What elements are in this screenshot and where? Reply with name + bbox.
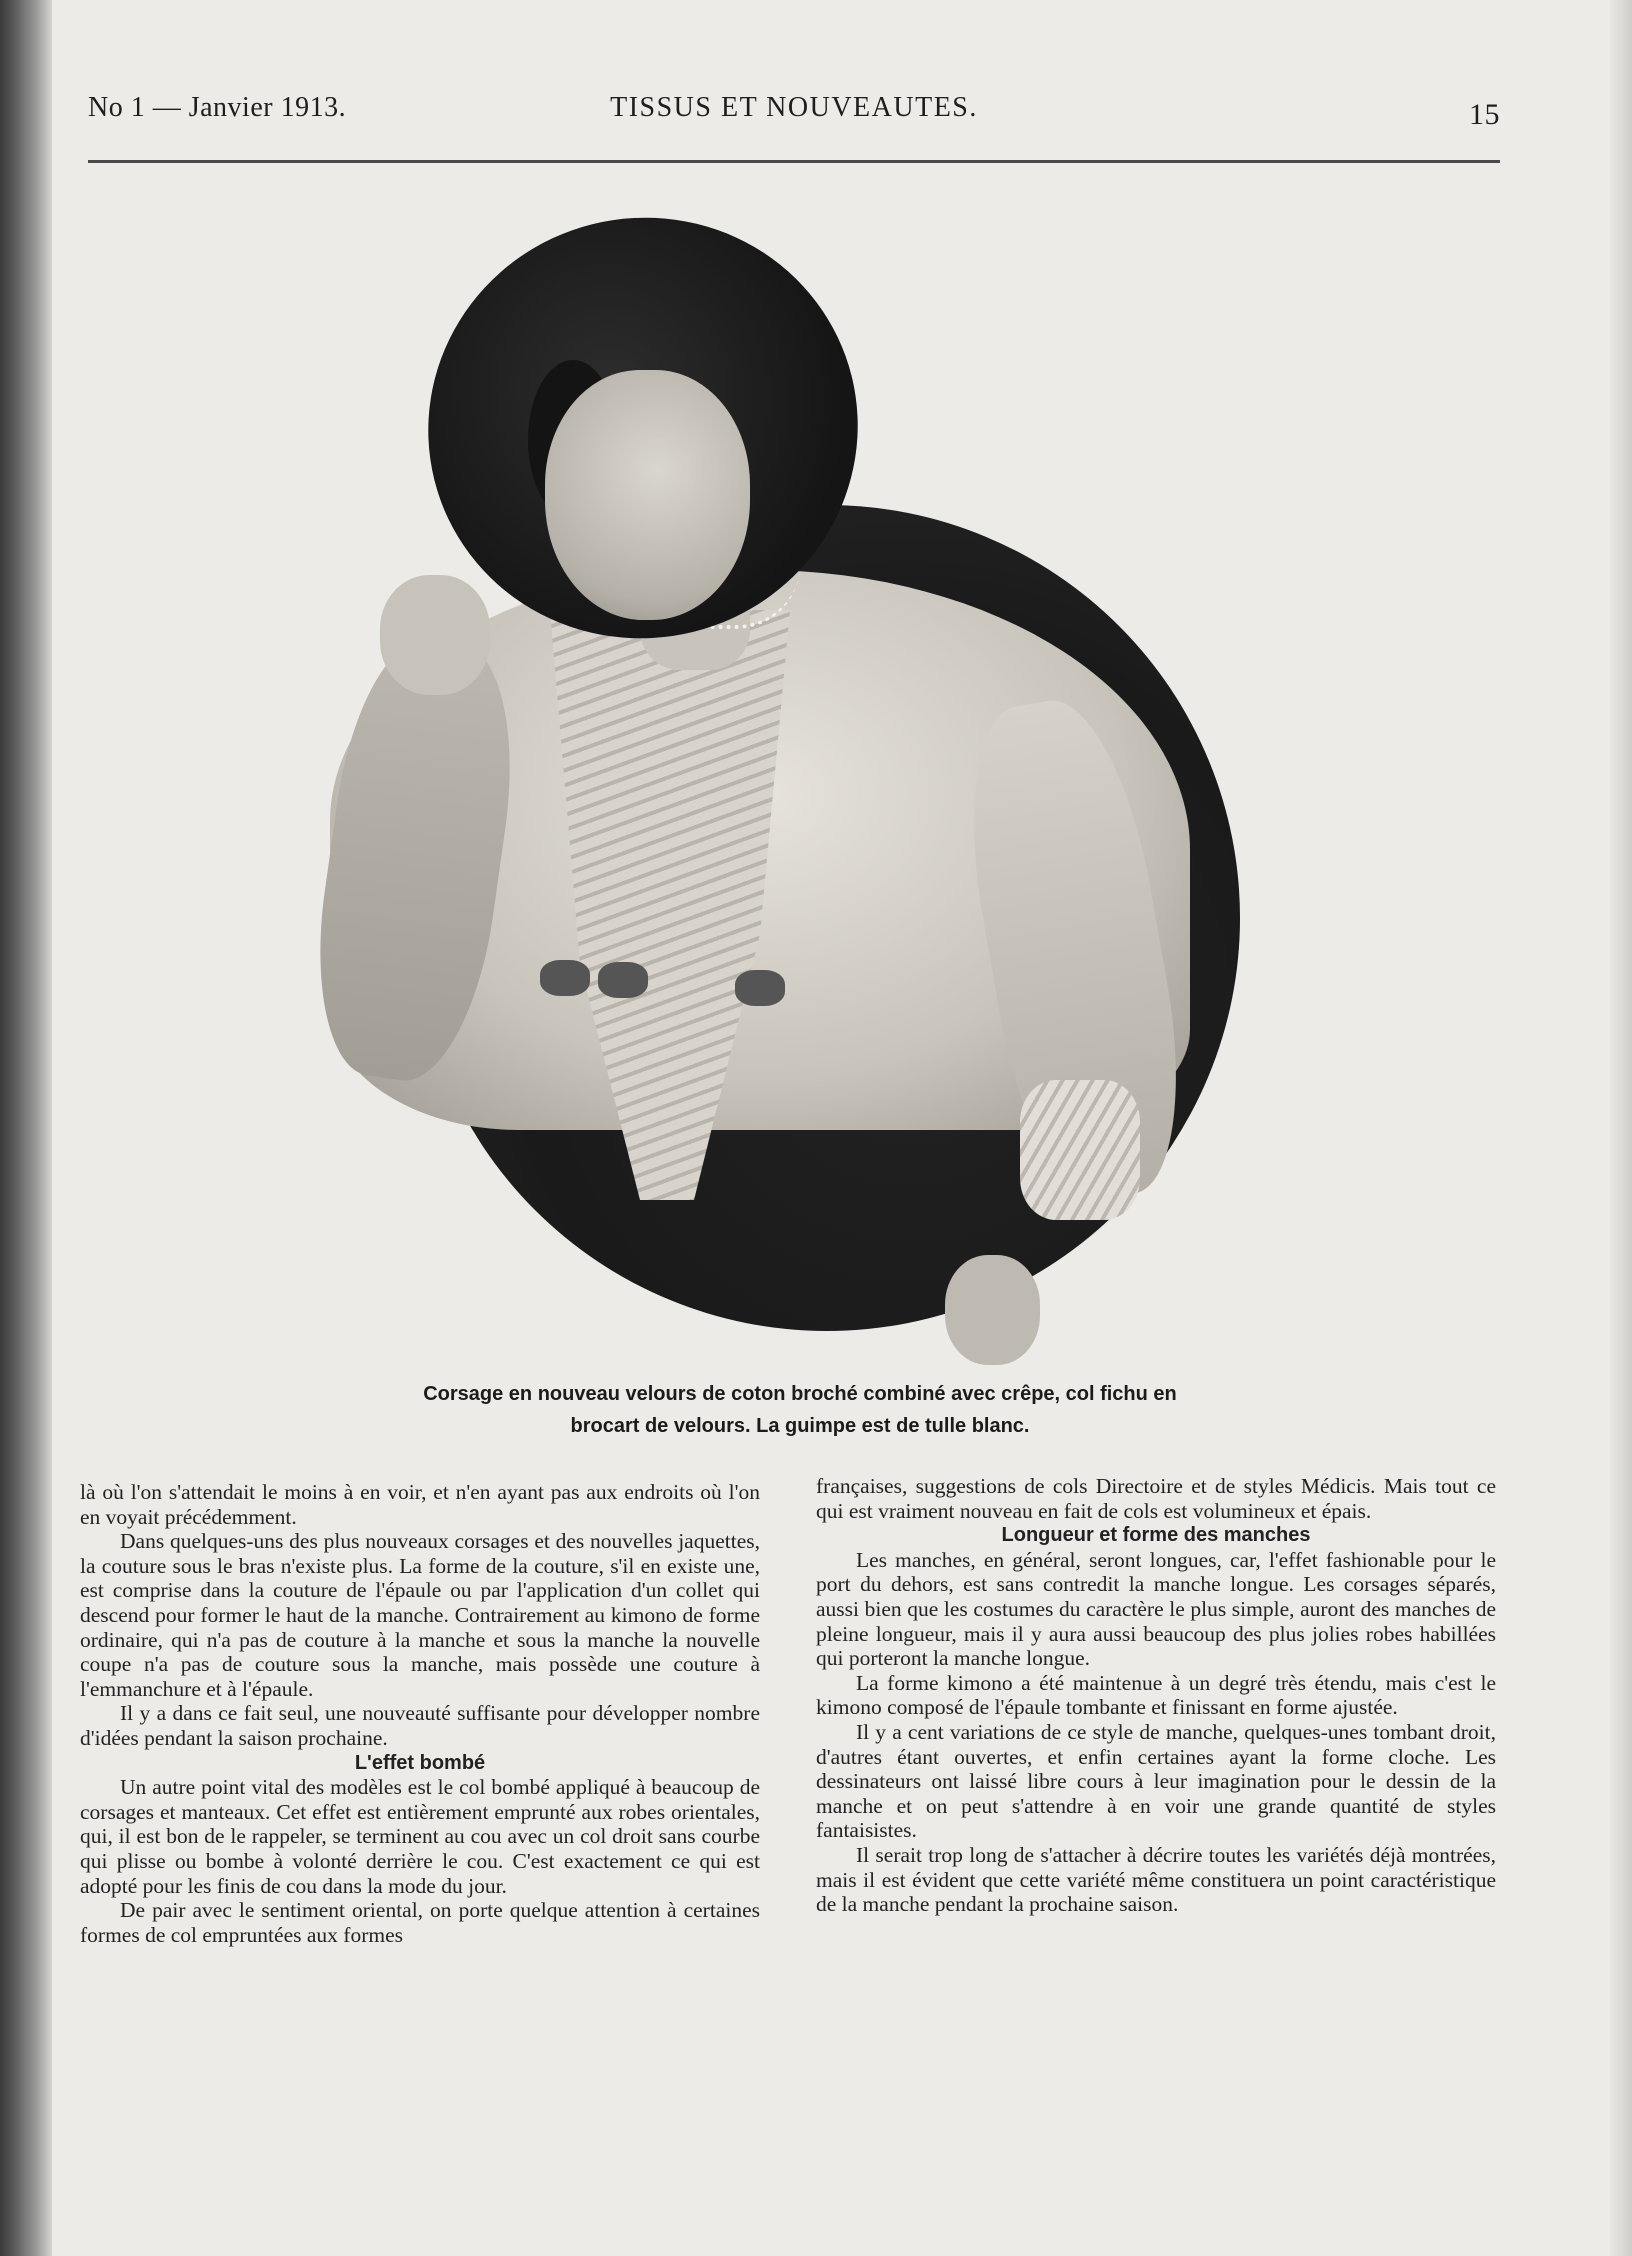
caption-line: brocart de velours. La guimpe est de tulle blanc.: [570, 1415, 1030, 1437]
paragraph: Un autre point vital des modèles est le col bombé appliqué à beaucoup de corsages et manteaux. Cet effet est entièrement emprunté aux robes orientales, qui, il est bon de le rappeler, se terminent au cou avec un col droit sans courbe qui plisse ou bombe à volonté derrière le cou. C'est exactement ce qui est adopté pour les finis de cou dans la mode du jour.: [80, 1775, 760, 1898]
paragraph: Il serait trop long de s'attacher à décrire toutes les variétés déjà montrées, mais il est évident que cette variété même constituera un point caractéristique de la manche pendant la prochaine saison.: [816, 1842, 1496, 1917]
paragraph: françaises, suggestions de cols Directoire et de styles Médicis. Mais tout ce qui est vraiment nouveau en fait de cols est volumineux et épais.: [816, 1474, 1496, 1523]
left-column: [80, 1480, 760, 1947]
figure-caption: [300, 1378, 1300, 1442]
paragraph: Dans quelques-uns des plus nouveaux corsages et des nouvelles jaquettes, la couture sous le bras n'existe plus. La forme de la couture, s'il en existe une, est comprise dans la couture de l'épaule ou par l'application d'un collet qui descend pour former le haut de la manche. Contrairement au kimono de forme ordinaire, qui n'a pas de couture à la manche et sous la manche la nouvelle coupe n'a pas de couture sous la manche, mais possède une couture à l'emmanchure et à l'épaule.: [80, 1529, 760, 1701]
face: [545, 370, 750, 620]
paragraph: De pair avec le sentiment oriental, on porte quelque attention à certaines formes de col empruntées aux formes: [80, 1898, 760, 1947]
section-heading: L'effet bombé: [354, 1751, 486, 1774]
section-heading: Longueur et forme des manches: [1001, 1524, 1311, 1547]
paragraph: Les manches, en général, seront longues, car, l'effet fashionable pour le port du dehors, est sans contredit la manche longue. Les corsages séparés, aussi bien que les costumes du caractère le plus simple, auront des manches de pleine longueur, mais il y aura aussi beaucoup des plus jolies robes habillées qui porteront la manche longue.: [816, 1547, 1496, 1671]
scan-edge-left: [0, 0, 52, 2256]
paragraph: La forme kimono a été maintenue à un degré très étendu, mais c'est le kimono composé de l'épaule tombante et finissant en forme ajustée.: [816, 1670, 1496, 1720]
scan-edge-right: [1610, 0, 1632, 2256]
lace-cuff: [1020, 1080, 1140, 1220]
paragraph: Il y a cent variations de ce style de manche, quelques-unes tombant droit, d'autres étant ouvertes, et enfin certaines ayant la forme cloche. Les dessinateurs ont laissé libre cours à leur imagination pour le dessin de la manche et on peut s'attendre à en voir une grande quantité de styles fantaisistes.: [816, 1719, 1496, 1843]
page-number: 15: [1469, 98, 1500, 131]
hand-holding-hat: [380, 575, 490, 695]
bow-ornament: [735, 970, 785, 1006]
right-column: [816, 1474, 1496, 1917]
publication-title: TISSUS ET NOUVEAUTES.: [610, 92, 978, 123]
paragraph: là où l'on s'attendait le moins à en voir, et n'en ayant pas aux endroits où l'on en voyait précédemment.: [80, 1480, 760, 1529]
issue-date: No 1 — Janvier 1913.: [88, 92, 347, 123]
caption-line: Corsage en nouveau velours de coton broché combiné avec crêpe, col fichu en: [423, 1383, 1177, 1405]
paragraph: Il y a dans ce fait seul, une nouveauté suffisante pour développer nombre d'idées pendant la saison prochaine.: [80, 1701, 760, 1750]
header-rule: [88, 160, 1500, 163]
bow-ornament: [598, 962, 648, 998]
bow-ornament: [540, 960, 590, 996]
hand-on-hip: [945, 1255, 1040, 1365]
page-header: [88, 92, 1500, 132]
